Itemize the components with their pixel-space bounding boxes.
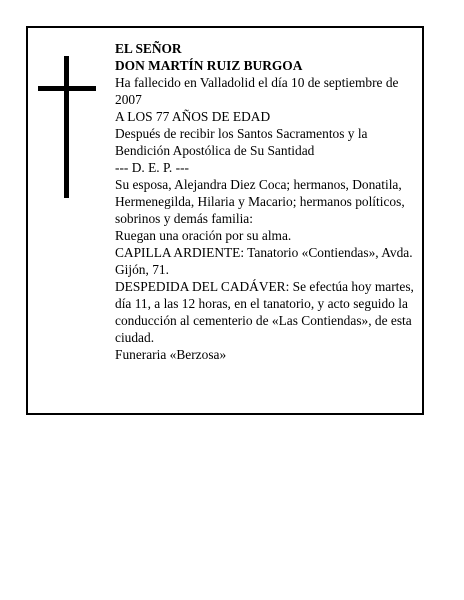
deceased-name: DON MARTÍN RUIZ BURGOA <box>115 58 303 73</box>
obituary-notice <box>26 26 424 415</box>
cross-icon <box>38 56 96 198</box>
obituary-title: EL SEÑOR <box>115 41 182 56</box>
chapel-info: CAPILLA ARDIENTE: Tanatorio «Contiendas», Avda. Gijón, 71. <box>115 245 413 277</box>
cross-horizontal-bar <box>38 86 96 91</box>
farewell-info: DESPEDIDA DEL CADÁVER: Se efectúa hoy martes, día 11, a las 12 horas, en el tanatorio, y acto seguido la conducción al cementerio de «Las Contiendas», de esta ciudad. <box>115 279 414 345</box>
family-statement: Su esposa, Alejandra Diez Coca; hermanos, Donatila, Hermenegilda, Hilaria y Macario; hermanos políticos, sobrinos y demás familia: <box>115 177 405 226</box>
rip-line: --- D. E. P. --- <box>115 160 190 175</box>
cross-vertical-bar <box>64 56 69 198</box>
age-statement: A LOS 77 AÑOS DE EDAD <box>115 109 271 124</box>
sacraments-statement: Después de recibir los Santos Sacramentos y la Bendición Apostólica de Su Santidad <box>115 126 368 158</box>
prayer-request: Ruegan una oración por su alma. <box>115 228 292 243</box>
obituary-text <box>115 40 415 363</box>
funeral-home: Funeraria «Berzosa» <box>115 347 227 362</box>
death-statement: Ha fallecido en Valladolid el día 10 de septiembre de 2007 <box>115 75 399 107</box>
